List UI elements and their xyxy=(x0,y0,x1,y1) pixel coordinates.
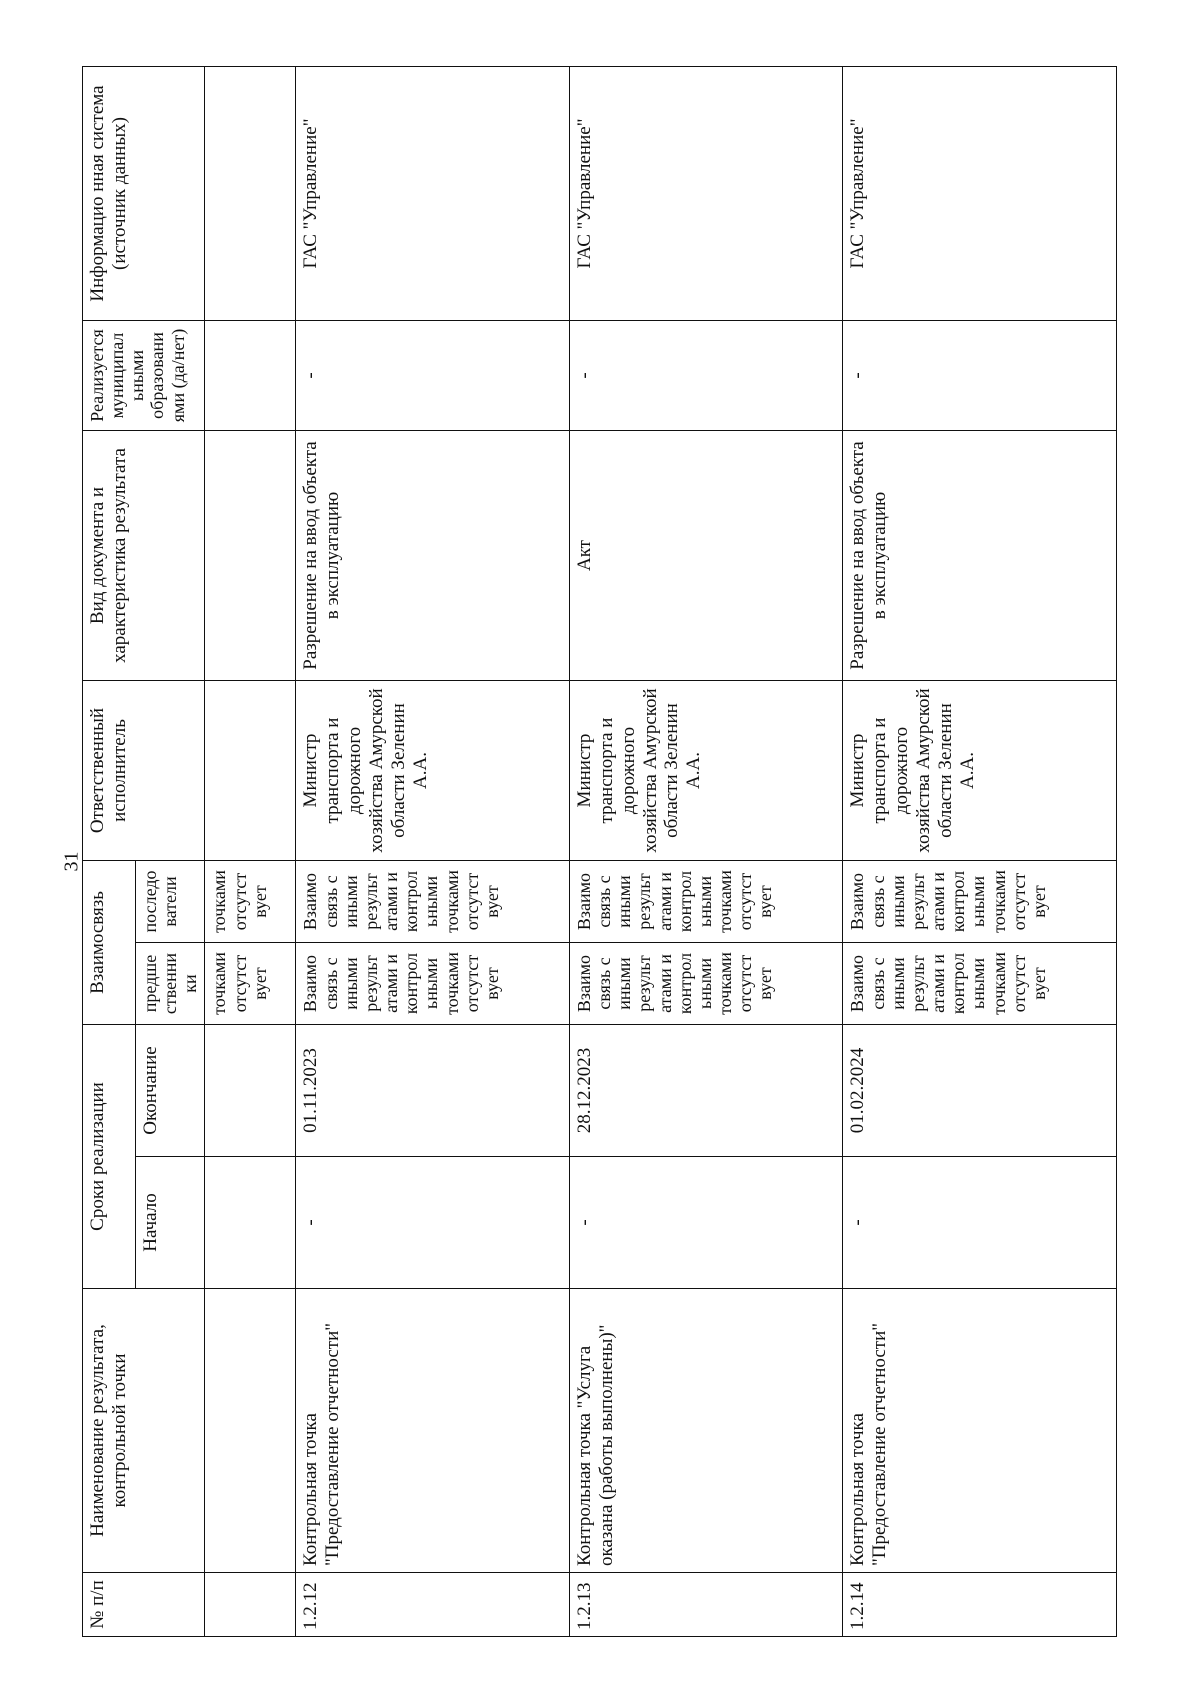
row-start: - xyxy=(569,1157,843,1289)
row-successors: Взаимо связь с иными результ атами и контрол ьными точками отсутст вует xyxy=(296,861,570,943)
row-successors: Взаимо связь с иными результ атами и контрол ьными точками отсутст вует xyxy=(569,861,843,943)
header-successors: последо ватели xyxy=(136,861,205,943)
row-document: Разрешение на ввод объекта в эксплуатацию xyxy=(296,431,570,681)
row-info-system: ГАС "Управление" xyxy=(569,67,843,321)
row-num: 1.2.13 xyxy=(569,1573,843,1637)
rotated-table-wrapper xyxy=(82,67,1117,1637)
continuation-row xyxy=(205,67,296,1637)
row-responsible: Министр транспорта и дорожного хозяйства Амурской области Зеленин А.А. xyxy=(843,681,1117,861)
header-start: Начало xyxy=(136,1157,205,1289)
row-document: Разрешение на ввод объекта в эксплуатацию xyxy=(843,431,1117,681)
row-start: - xyxy=(843,1157,1117,1289)
page-number: 31 xyxy=(60,851,83,872)
header-info-system: Информацио нная система (источник данных) xyxy=(83,67,205,321)
row-info-system: ГАС "Управление" xyxy=(843,67,1117,321)
header-responsible: Ответственный исполнитель xyxy=(83,681,205,861)
header-predecessors: предше ственни ки xyxy=(136,943,205,1025)
header-links: Взаимосвязь xyxy=(83,861,136,1025)
control-points-table xyxy=(82,66,1117,1637)
header-end: Окончание xyxy=(136,1025,205,1157)
header-name: Наименование результата, контрольной точки xyxy=(83,1289,205,1573)
header-num: № п/п xyxy=(83,1573,205,1637)
row-predecessors: Взаимо связь с иными результ атами и контрол ьными точками отсутст вует xyxy=(569,943,843,1025)
row-municipal: - xyxy=(843,321,1117,431)
table-row xyxy=(843,67,1117,1637)
row-info-system: ГАС "Управление" xyxy=(296,67,570,321)
row-document: Акт xyxy=(569,431,843,681)
header-municipal: Реализуется муниципал ьными образовани ями (да/нет) xyxy=(83,321,205,431)
table-row xyxy=(296,67,570,1637)
row-name: Контрольная точка "Услуга оказана (работы выполнены)" xyxy=(569,1289,843,1573)
header-terms: Сроки реализации xyxy=(83,1025,136,1289)
row-name: Контрольная точка "Предоставление отчетности" xyxy=(843,1289,1117,1573)
row-successors: Взаимо связь с иными результ атами и контрол ьными точками отсутст вует xyxy=(843,861,1117,943)
row-responsible: Министр транспорта и дорожного хозяйства Амурской области Зеленин А.А. xyxy=(569,681,843,861)
row-municipal: - xyxy=(296,321,570,431)
row-name: Контрольная точка "Предоставление отчетности" xyxy=(296,1289,570,1573)
row-predecessors: Взаимо связь с иными результ атами и контрол ьными точками отсутст вует xyxy=(843,943,1117,1025)
row-municipal: - xyxy=(569,321,843,431)
row-end: 01.02.2024 xyxy=(843,1025,1117,1157)
row-predecessors: Взаимо связь с иными результ атами и контрол ьными точками отсутст вует xyxy=(296,943,570,1025)
row-end: 01.11.2023 xyxy=(296,1025,570,1157)
row-end: 28.12.2023 xyxy=(569,1025,843,1157)
cont-predecessors: точками отсутст вует xyxy=(205,943,296,1025)
row-start: - xyxy=(296,1157,570,1289)
header-row-1 xyxy=(83,67,136,1637)
table-row xyxy=(569,67,843,1637)
row-num: 1.2.12 xyxy=(296,1573,570,1637)
row-num: 1.2.14 xyxy=(843,1573,1117,1637)
header-document: Вид документа и характеристика результата xyxy=(83,431,205,681)
row-responsible: Министр транспорта и дорожного хозяйства Амурской области Зеленин А.А. xyxy=(296,681,570,861)
cont-successors: точками отсутст вует xyxy=(205,861,296,943)
